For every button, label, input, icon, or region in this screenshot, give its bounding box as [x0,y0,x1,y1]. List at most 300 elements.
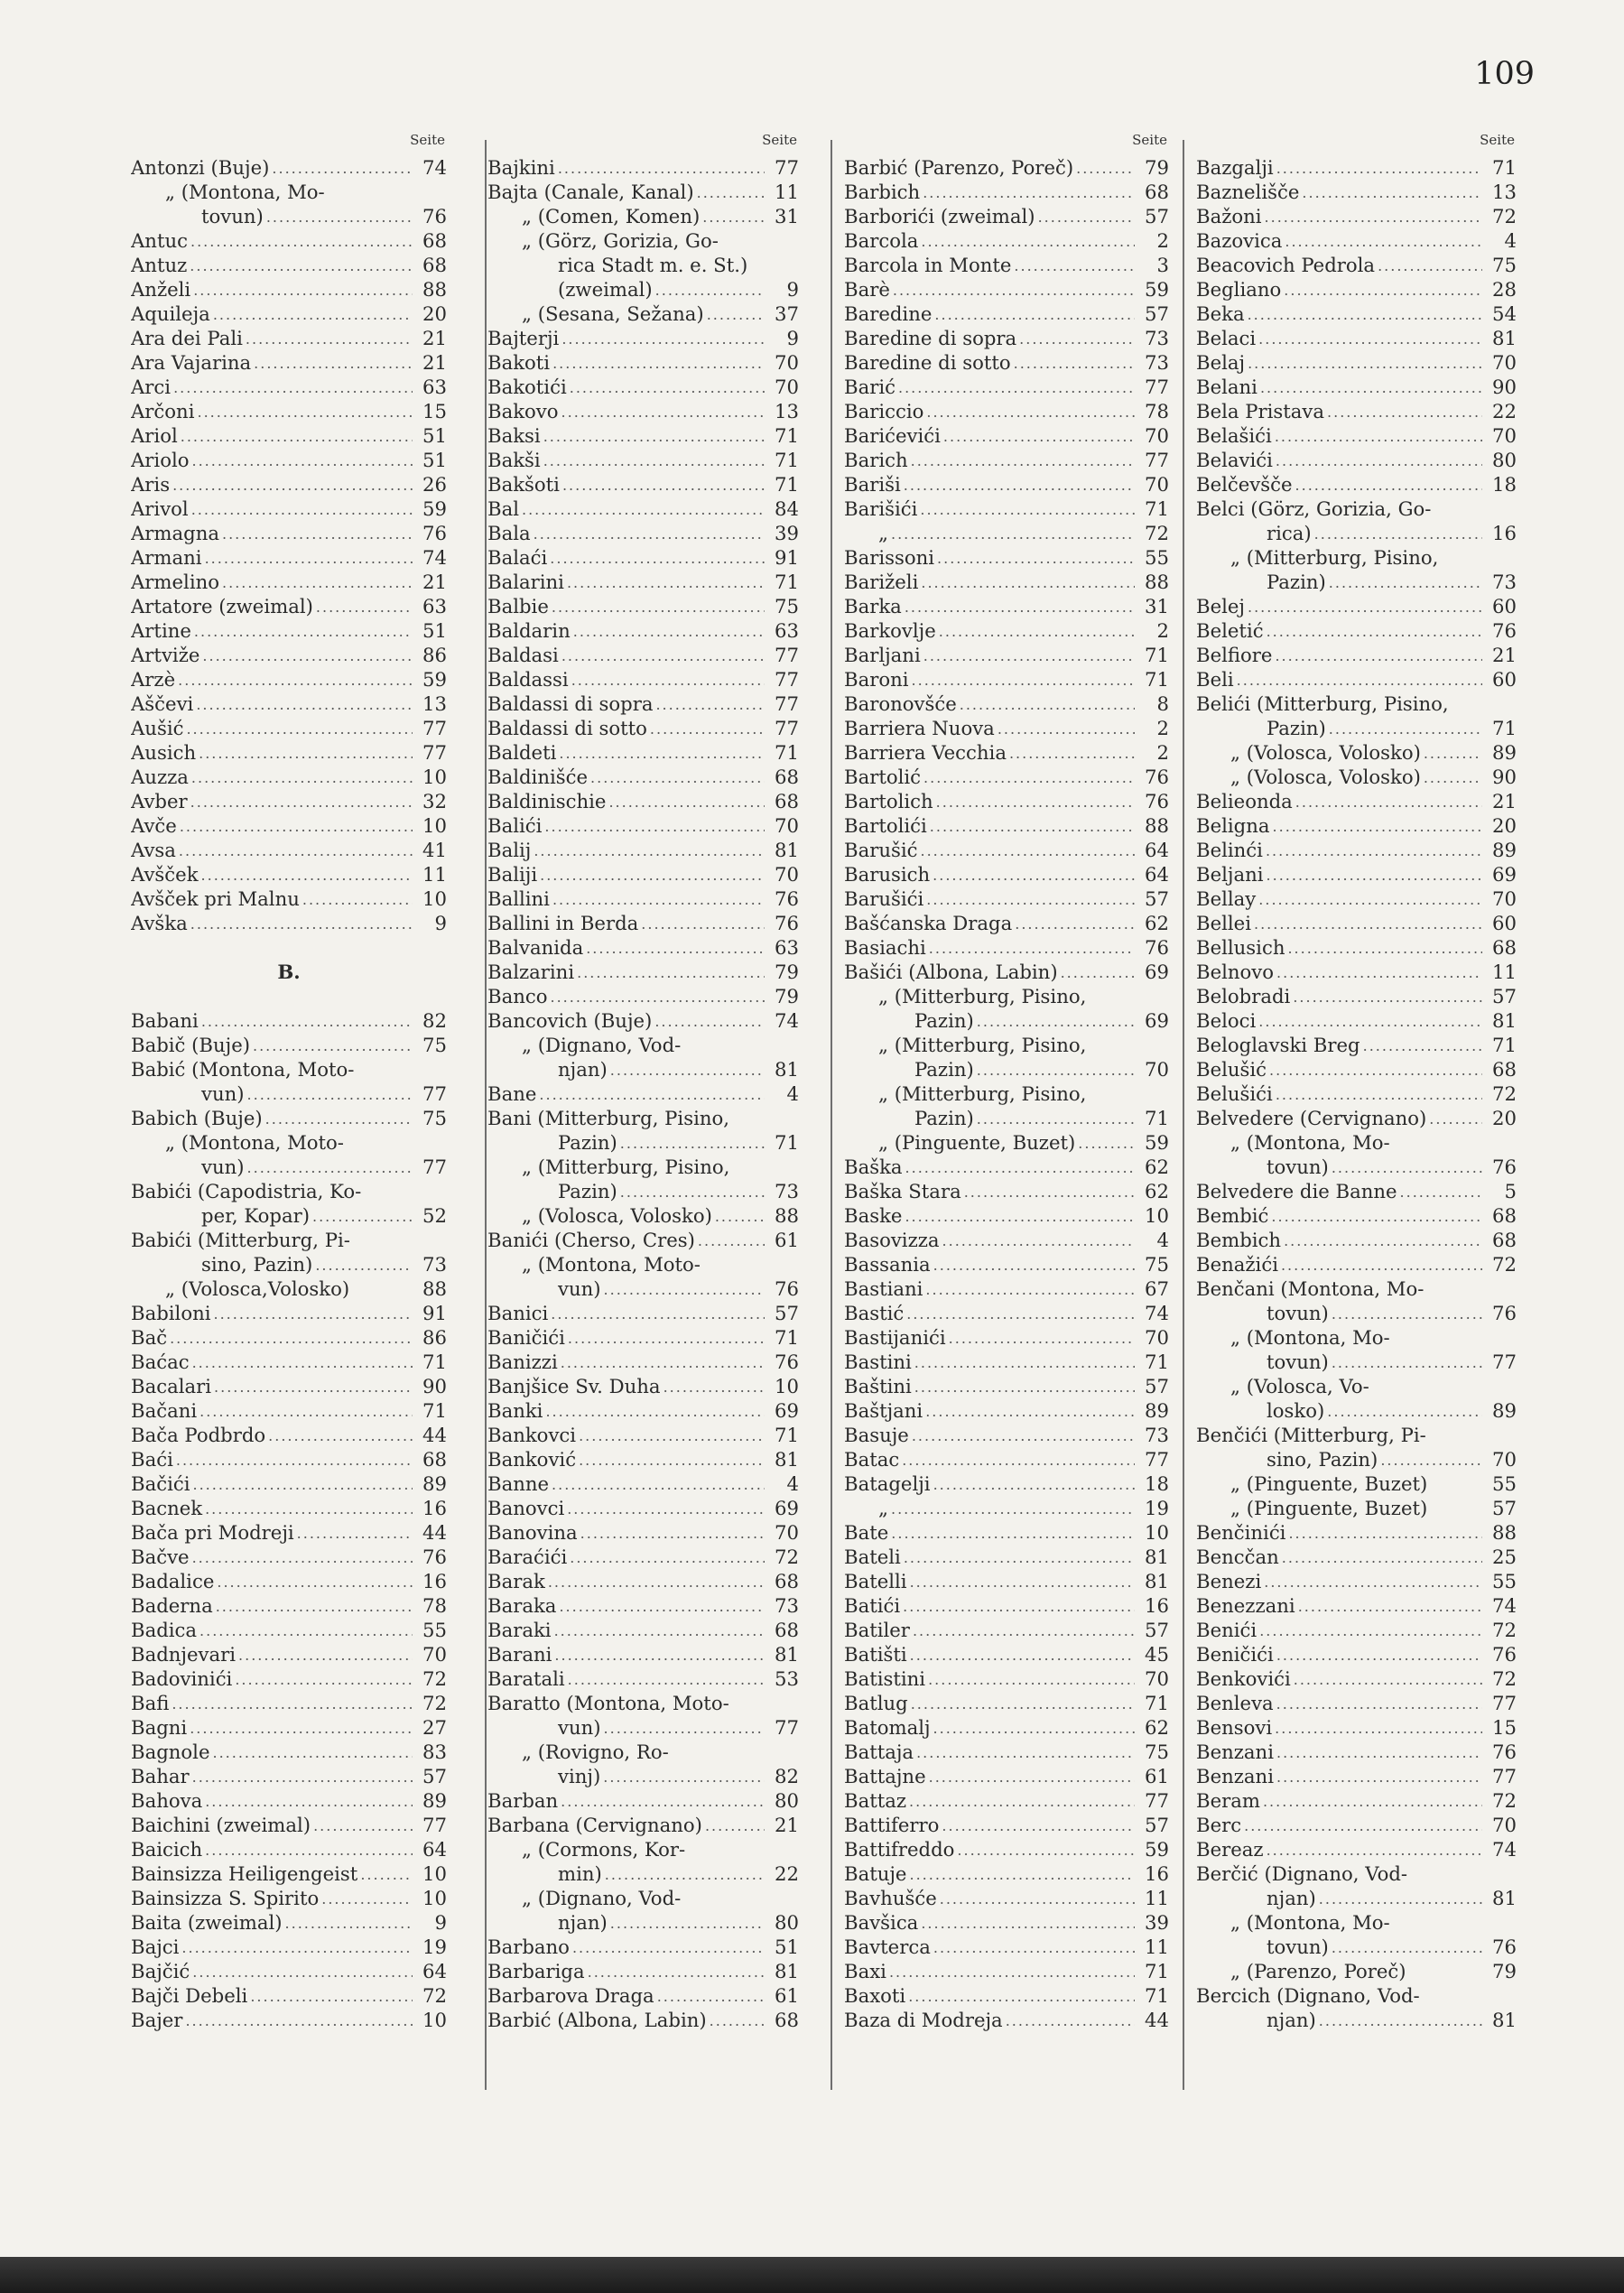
place-name: Barban [487,1789,559,1812]
dot-leader [559,645,765,667]
page-reference: 61 [775,1229,799,1251]
place-name: Barišići [844,497,918,520]
dot-leader [536,1084,765,1106]
page-reference: 59 [422,668,447,691]
dot-leader [694,182,765,204]
page-reference: 57 [775,1302,799,1324]
place-name: Batlug [844,1692,908,1714]
place-name: Belieonda [1196,790,1293,812]
place-name: „ (Mitterburg, Pisino, [878,1034,1087,1056]
dot-leader [910,1620,1135,1642]
dot-leader [178,426,413,448]
page-reference: 71 [775,741,799,764]
page-reference: 71 [775,424,799,447]
page-reference: 76 [775,887,799,910]
page-reference: 81 [1492,2009,1517,2031]
index-entry [487,1983,799,2008]
index-entry [1196,1813,1517,1837]
page-reference: 79 [1492,1960,1517,1982]
dot-leader [707,2010,765,2032]
dot-leader [934,548,1135,570]
index-entry [1196,692,1517,716]
place-name: „ [878,522,888,544]
place-name: Pazin) [914,1107,974,1129]
place-name: Belaci [1196,327,1257,349]
place-name: Baničići [487,1326,565,1349]
index-entry [844,1764,1169,1788]
place-name: Baraćići [487,1546,568,1568]
dot-leader [202,1840,413,1861]
page-reference: 10 [1145,1521,1169,1544]
dot-leader [312,1255,413,1276]
index-entry [487,1130,799,1155]
place-name: Benčići (Mitterburg, Pi- [1196,1424,1426,1446]
place-name: Bembić [1196,1204,1269,1227]
page-reference: 16 [1145,1862,1169,1885]
page-reference: 2 [1156,741,1169,764]
page-reference: 64 [422,1838,447,1861]
place-name: Ara Vajarina [131,351,252,374]
place-name: „ (Sesana, Sežana) [522,302,704,325]
index-entry [1196,594,1517,618]
dot-leader [547,548,765,570]
dot-leader [190,450,413,472]
dot-leader [189,767,413,789]
page-reference: 88 [1145,814,1169,837]
place-name: Banne [487,1472,550,1495]
index-entry [844,960,1169,984]
page-reference: 57 [1145,887,1169,910]
page-reference: 74 [1492,1594,1517,1617]
page-reference: 69 [1145,961,1169,983]
index-entry [487,521,799,545]
index-entry [487,1203,799,1228]
dot-leader [199,865,413,887]
index-entry [844,2008,1169,2032]
index-entry [844,1179,1169,1203]
dot-leader [954,1840,1135,1861]
place-name: Babich (Buje) [131,1107,263,1129]
place-name: Bariši [844,473,901,496]
index-entry [487,1813,799,1837]
dot-leader [190,1962,413,1983]
dot-leader [202,1499,413,1520]
page-reference: 15 [422,400,447,422]
index-entry [131,1983,447,2008]
place-name: Bercich (Dignano, Vod- [1196,1984,1420,2007]
index-entry [487,423,799,448]
index-entry [844,692,1169,716]
place-name: Barich [844,449,908,471]
place-name: Balarini [487,571,564,593]
page-reference: 62 [1145,1156,1169,1178]
page-reference: 31 [1145,595,1169,617]
place-name: Batelli [844,1570,907,1592]
dot-leader [243,329,413,350]
index-entry [1196,911,1517,935]
page-reference: 68 [1492,1204,1517,1227]
page-reference: 19 [1145,1497,1169,1519]
dot-leader [890,280,1135,302]
dot-leader [1326,572,1482,594]
index-entry [1196,1593,1517,1618]
index-entry [487,1228,799,1252]
dot-leader [931,1474,1135,1496]
dot-leader [923,1279,1135,1301]
page-reference: 45 [1145,1643,1169,1666]
dot-leader [199,1011,413,1033]
dot-leader [1268,1206,1482,1228]
page-reference: 2 [1156,229,1169,252]
page-reference: 20 [422,302,447,325]
page-reference: 76 [1492,1936,1517,1958]
page-reference: 78 [422,1594,447,1617]
dot-leader [552,1645,765,1666]
dot-leader [907,1645,1135,1666]
index-entry [1196,1179,1517,1203]
dot-leader [886,1962,1135,1983]
index-entry [487,1935,799,1959]
index-entry [131,1886,447,1910]
index-entry [131,1057,447,1082]
index-entry [487,1057,799,1082]
page-reference: 70 [1492,424,1517,447]
page-reference: 72 [1492,205,1517,227]
page-reference: 73 [775,1180,799,1202]
dot-leader [1290,987,1482,1008]
place-name: Beloglavski Breg [1196,1034,1360,1056]
page-reference: 3 [1156,254,1169,276]
dot-leader [1234,670,1482,692]
index-entry [487,1447,799,1471]
index-entry [131,667,447,692]
index-entry [131,1471,447,1496]
index-entry [131,1203,447,1228]
page-reference: 15 [1492,1716,1517,1739]
page-reference: 22 [775,1862,799,1885]
place-name: Baldinischie [487,790,607,812]
place-name: tovun) [1267,1936,1329,1958]
page-reference: 81 [1492,1009,1517,1032]
dot-leader [269,158,413,180]
index-entry [844,1910,1169,1935]
index-column-4 [1196,132,1517,2032]
place-name: Baška [844,1156,903,1178]
place-name: Berčić (Dignano, Vod- [1196,1862,1408,1885]
index-entry [131,545,447,570]
place-name: „ (Montona, Mo- [165,181,325,203]
dot-leader [531,524,765,545]
page-reference: 70 [775,351,799,374]
dot-leader [937,1889,1135,1910]
page-reference: 77 [775,717,799,739]
page-reference: 10 [422,1887,447,1909]
column-divider [1183,140,1184,2090]
index-entry [1196,935,1517,960]
index-entry [1196,277,1517,302]
place-name: Pazin) [1267,717,1326,739]
place-name: Batići [844,1594,901,1617]
place-name: Benažići [1196,1253,1278,1276]
page-reference: 25 [1492,1546,1517,1568]
index-entry [487,1618,799,1642]
index-entry [487,1252,799,1276]
index-entry [131,204,447,228]
index-entry [487,1764,799,1788]
dot-leader [1272,426,1482,448]
place-name: Bateli [844,1546,901,1568]
dot-leader [1299,182,1482,204]
place-name: Baredine di sopra [844,327,1017,349]
page-reference: 74 [422,546,447,569]
page-reference: 77 [422,741,447,764]
place-name: Banki [487,1399,543,1422]
page-reference: 57 [1492,985,1517,1007]
place-name: Baredine di sotto [844,351,1011,374]
dot-leader [190,280,413,302]
index-entry [1196,1155,1517,1179]
page-reference: 76 [1492,1302,1517,1324]
place-name: Belušići [1196,1082,1273,1105]
page-reference: 76 [1492,619,1517,642]
page-reference: 86 [422,644,447,666]
place-name: Bembich [1196,1229,1282,1251]
dot-leader [700,207,765,228]
place-name: Baldeti [487,741,557,764]
index-entry [487,1788,799,1813]
page-reference: 84 [775,497,799,520]
place-name: „ (Rovigno, Ro- [522,1741,669,1763]
index-entry [131,570,447,594]
place-name: Aušić [131,717,184,739]
dot-leader [899,1450,1135,1471]
place-name: njan) [1267,1887,1316,1909]
place-name: Banici [487,1302,549,1324]
page-reference: 11 [422,863,447,886]
dot-leader [1274,1767,1482,1788]
index-entry [1196,1935,1517,1959]
dot-leader [912,1377,1135,1398]
dot-leader [1421,767,1482,789]
place-name: Ariolo [131,449,190,471]
place-name: Avšček pri Malnu [131,887,300,910]
page-reference: 72 [1492,1253,1517,1276]
dot-leader [313,597,413,618]
index-entry [844,375,1169,399]
place-name: Beletić [1196,619,1264,642]
dot-leader [1293,475,1482,497]
index-entry [487,448,799,472]
index-entry [487,838,799,862]
dot-leader [576,1450,765,1471]
place-name: Beka [1196,302,1245,325]
place-name: Batuje [844,1862,907,1885]
index-entry [844,1886,1169,1910]
index-entry [1196,1837,1517,1861]
dot-leader [900,1596,1135,1618]
page-reference: 73 [1492,571,1517,593]
dot-leader [1282,231,1482,253]
place-name: Badovinići [131,1667,233,1690]
place-name: Baronovšće [844,692,957,715]
index-entry [844,1325,1169,1350]
index-entry [131,838,447,862]
page-reference: 77 [1492,1692,1517,1714]
page-reference: 55 [1492,1570,1517,1592]
place-name: „ (Montona, Mo- [1230,1326,1390,1349]
page-reference: 75 [1492,254,1517,276]
page-reference: 86 [422,1326,447,1349]
index-entry [487,887,799,911]
page-reference: 74 [422,156,447,179]
place-name: Bajer [131,2009,183,2031]
place-name: njan) [558,1911,608,1934]
place-name: „ (Dignano, Vod- [522,1887,682,1909]
index-entry [487,253,799,277]
index-entry [131,1301,447,1325]
index-entry [844,1715,1169,1740]
index-entry [844,838,1169,862]
place-name: Banjšice Sv. Duha [487,1375,661,1397]
dot-leader [576,1425,765,1447]
page-reference: 51 [422,449,447,471]
dot-leader [214,1572,413,1593]
dot-leader [265,1425,413,1447]
page-reference: 68 [1492,936,1517,959]
page-reference: 51 [775,1936,799,1958]
place-name: Pazin) [1267,571,1326,593]
place-name: tovun) [1267,1302,1329,1324]
index-entry [1196,984,1517,1008]
page-reference: 72 [1145,522,1169,544]
dot-leader [556,743,765,765]
page-reference: 77 [1492,1351,1517,1373]
index-entry [844,277,1169,302]
page-reference: 73 [775,1594,799,1617]
place-name: Bartolich [844,790,933,812]
dot-leader [926,938,1135,960]
page-reference: 10 [422,887,447,910]
index-entry [487,935,799,960]
page-reference: 75 [1145,1253,1169,1276]
place-name: Aris [131,473,171,496]
index-entry [1196,545,1517,570]
dot-leader [1272,1718,1482,1740]
place-name: Arčoni [131,400,195,422]
page-reference: 73 [422,1253,447,1276]
place-name: Battiferro [844,1814,940,1836]
page-reference: 76 [422,205,447,227]
place-name: Benezzani [1196,1594,1295,1617]
index-entry [1196,1715,1517,1740]
place-name: Baliji [487,863,538,886]
dot-leader [1378,1450,1482,1471]
dot-leader [169,1694,413,1715]
index-entry [487,1423,799,1447]
index-entry [487,1545,799,1569]
place-name: Baldarin [487,619,571,642]
dot-leader [300,889,413,911]
page-reference: 91 [422,1302,447,1324]
page-reference: 68 [775,2009,799,2031]
page-reference: 89 [1492,1399,1517,1422]
page-reference: 16 [422,1497,447,1519]
place-name: Bariccio [844,400,924,422]
dot-leader [1245,597,1482,618]
page-reference: 71 [1492,1034,1517,1056]
place-name: Artatore (zweimal) [131,595,313,617]
page-reference: 89 [1492,839,1517,861]
page-reference: 70 [775,376,799,398]
index-entry [844,228,1169,253]
index-entry [487,1082,799,1106]
index-entry [487,1593,799,1618]
place-name: Beli [1196,668,1234,691]
dot-leader [1329,1157,1482,1179]
page-reference: 4 [786,1082,799,1105]
page-reference: 79 [775,985,799,1007]
dot-leader [901,1547,1135,1569]
dot-leader [1281,280,1482,302]
column-divider [485,140,487,2090]
index-entry [844,180,1169,204]
dot-leader [1329,1304,1482,1325]
place-name: „ (Pinguente, Buzet) [1230,1472,1428,1495]
page-reference: 82 [775,1765,799,1787]
dot-leader [602,1864,765,1886]
page-reference: 72 [1492,1789,1517,1812]
page-reference: 57 [1145,1375,1169,1397]
page-reference: 72 [422,1692,447,1714]
dot-leader [555,158,765,180]
index-entry [1196,204,1517,228]
dot-leader [903,1157,1135,1179]
page-reference: 61 [1145,1765,1169,1787]
place-name: tovun) [201,205,264,227]
index-entry [131,1569,447,1593]
index-entry [487,1276,799,1301]
dot-leader [1251,914,1482,935]
page-reference: 21 [775,1814,799,1836]
index-entry [131,375,447,399]
page-reference: 75 [422,1034,447,1056]
index-entry [844,1618,1169,1642]
page-reference: 77 [775,692,799,715]
dot-leader [1256,889,1482,911]
index-entry [844,521,1169,545]
index-entry [1196,765,1517,789]
dot-leader [1274,1742,1482,1764]
page-reference: 77 [422,1082,447,1105]
place-name: vinj) [558,1765,601,1787]
page-reference: 60 [1492,595,1517,617]
page-reference: 77 [422,717,447,739]
dot-leader [1316,2010,1482,2032]
page-reference: 13 [775,400,799,422]
dot-leader [931,1937,1135,1959]
page-reference: 72 [1492,1082,1517,1105]
index-entry [1196,1471,1517,1496]
page-reference: 10 [422,1862,447,1885]
index-entry [1196,423,1517,448]
index-entry [1196,1520,1517,1545]
dot-leader [565,1328,765,1350]
page-reference: 67 [1145,1277,1169,1300]
dot-leader [926,1767,1135,1788]
page-reference: 22 [1492,400,1517,422]
place-name: Barbić (Parenzo, Poreč) [844,156,1074,179]
page-reference: 68 [775,766,799,788]
